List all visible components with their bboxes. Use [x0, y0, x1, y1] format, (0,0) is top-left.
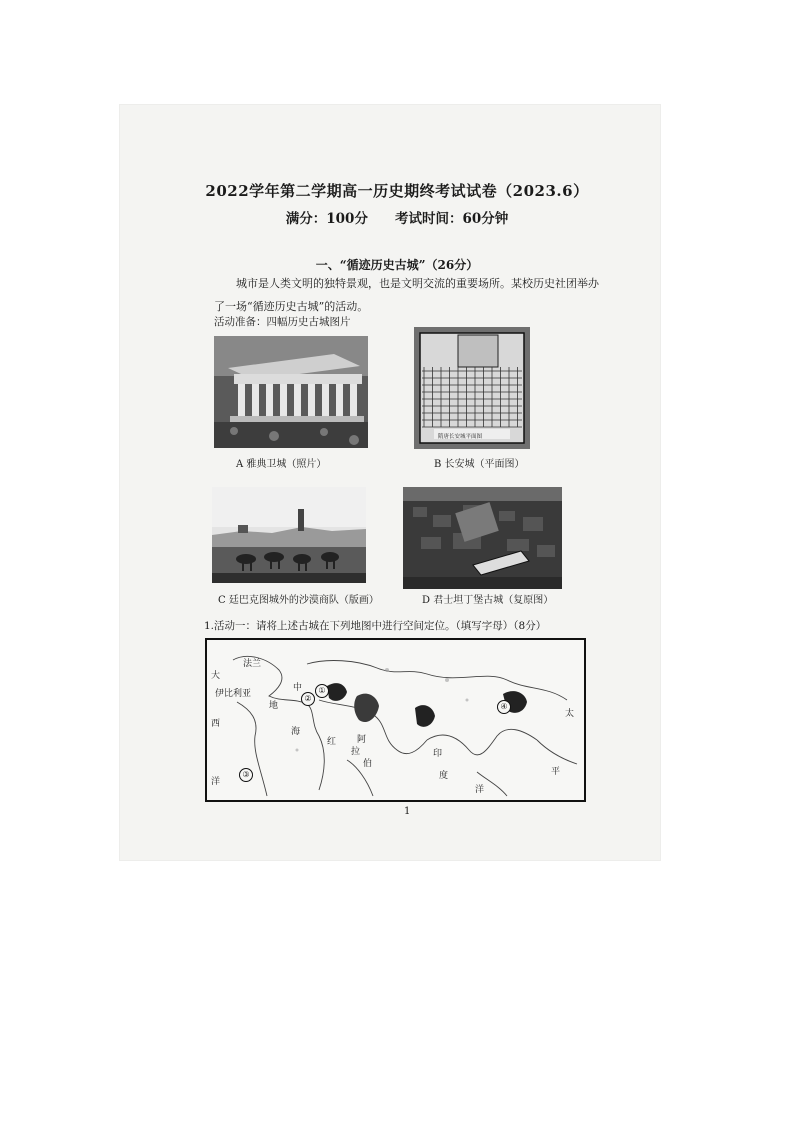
figure-c-caption: C 廷巴克图城外的沙漠商队（版画） — [218, 595, 379, 606]
map-label-med-2: 中 — [293, 683, 303, 693]
map-label-india-ocean: 洋 — [475, 785, 485, 795]
map-marker-4: ④ — [497, 700, 511, 714]
map-label-pacific-2: 平 — [551, 767, 561, 777]
map-label-france: 法兰 — [243, 659, 262, 669]
page-number: 1 — [404, 806, 411, 817]
map-label-atlantic-2: 西 — [211, 719, 221, 729]
section-intro: 城市是人类文明的独特景观，也是文明交流的重要场所。某校历史社团举办了一场“循迹历史古城”的活动。 — [214, 277, 599, 313]
map-label-atlantic-3: 洋 — [211, 777, 221, 787]
map-label-arabia-1: 阿 — [357, 735, 367, 745]
exam-subtitle: 满分：100分 考试时间：60分钟 — [285, 211, 509, 227]
world-map — [205, 638, 586, 802]
changan-plan-label: 隋唐长安城平面图 — [438, 434, 483, 440]
exam-title: 2022学年第二学期高一历史期终考试试卷（2023.6） — [205, 182, 589, 200]
figure-d-caption: D 君士坦丁堡古城（复原图） — [422, 595, 554, 606]
map-label-pacific-1: 太 — [565, 709, 575, 719]
figure-a-caption: A 雅典卫城（照片） — [236, 459, 327, 470]
section-heading: 一、“循迹历史古城”（26分） — [315, 258, 479, 272]
figure-b-changan-plan — [414, 327, 530, 449]
map-marker-1: ① — [315, 684, 329, 698]
figure-d-constantinople — [403, 487, 562, 589]
map-label-india-2: 度 — [439, 771, 449, 781]
map-label-atlantic-1: 大 — [211, 671, 221, 681]
map-label-india-1: 印 — [433, 749, 443, 759]
question-1: 1.活动一：请将上述古城在下列地图中进行空间定位。（填写字母）（8分） — [204, 620, 547, 632]
map-label-iberia: 伊比利亚 — [215, 689, 252, 699]
map-label-med-3: 海 — [291, 727, 301, 737]
figure-a-parthenon — [214, 336, 368, 448]
map-marker-3: ③ — [239, 768, 253, 782]
map-label-arabia-3: 伯 — [363, 759, 373, 769]
map-label-med-1: 地 — [269, 701, 279, 711]
activity-prep: 活动准备：四幅历史古城图片 — [214, 316, 351, 328]
figure-c-caravan — [212, 487, 366, 583]
figure-b-caption: B 长安城（平面图） — [434, 459, 525, 470]
map-marker-2: ② — [301, 692, 315, 706]
map-label-arabia-2: 拉 — [351, 747, 361, 757]
map-label-red-sea: 红 — [327, 737, 337, 747]
